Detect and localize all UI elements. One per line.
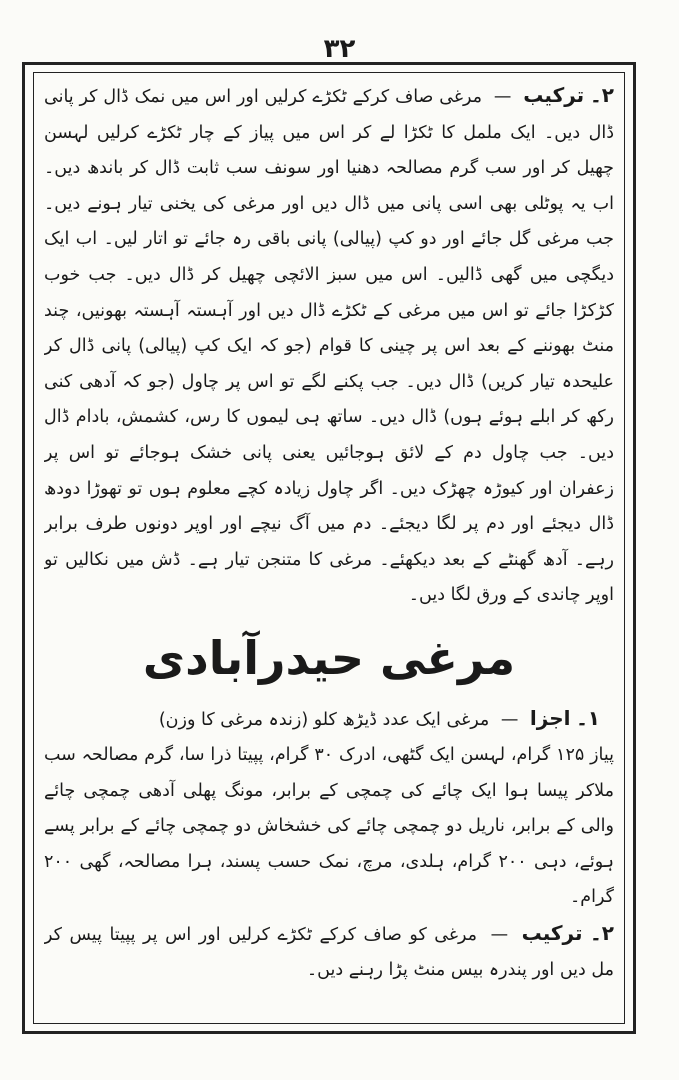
ingredients-label: اجزا xyxy=(529,705,571,730)
dash-separator: — xyxy=(493,87,512,107)
method-step-number: ۲۔ xyxy=(590,920,614,945)
page-content xyxy=(44,78,614,1018)
method-text: مرغی صاف کرکے ٹکڑے کرلیں اور اس میں نمک ڈال کر پانی ڈال دیں۔ ایک ململ کا ٹکڑا لے کر اس میں پیاز کے چار ٹکڑے کرلیں لہسن چھیل کر اور سب گرم مصالحہ دھنیا اور سونف سب ثابت ڈال کر باندھ دیں۔ اب یہ پوٹلی بھی اسی پانی میں ڈال دیں اور مرغی کی یخنی تیار ہونے دیں۔ جب مرغی گل جائے اور دو کپ (پیالی) پانی باقی رہ جائے تو اتار لیں۔ اب ایک دیگچی میں گھی ڈالیں۔ اس میں سبز الائچی چھیل کر ڈال دیں۔ جب خوب کڑکڑا جائے تو اس میں مرغی کے ٹکڑے ڈال دیں اور آہستہ آہستہ بھونیں، چند منٹ بھوننے کے بعد اس پر چینی کا قوام (جو کہ ایک کپ (پیالی) پانی ڈال کر علیحدہ تیار کریں) ڈال دیں۔ جب پکنے لگے تو اس پر چاول (جو کہ آدھی کنی رکھ کر ابلے ہوئے ہوں) ڈال دیں۔ ساتھ ہی لیموں کا رس، کشمش، بادام ڈال دیں۔ جب چاول دم کے لائق ہوجائیں یعنی پانی خشک ہوجائے تو اس پر زعفران اور کیوڑہ چھڑک دیں۔ اگر چاول زیادہ کچے معلوم ہوں تو تھوڑا دودھ ڈال دیجئے اور دم پر لگا دیجئے۔ دم میں آگ نیچے اور اوپر دونوں طرف برابر رہے۔ آدھ گھنٹے کے بعد دیکھئے۔ مرغی کا متنجن تیار ہے۔ ڈش میں نکالیں تو اوپر چاندی کے ورق لگا دیں۔ xyxy=(44,87,614,606)
method-step-label: ترکیب xyxy=(523,83,585,107)
ingredients-header xyxy=(44,700,614,738)
dash-separator: — xyxy=(490,924,509,945)
recipe-title: مرغی حیدرآبادی xyxy=(142,630,516,685)
ingredients-first-item: مرغی ایک عدد ڈیڑھ کلو (زندہ مرغی کا وزن) xyxy=(158,709,490,730)
method-text: مرغی کو صاف کرکے ٹکڑے کرلیں اور اس پر پپیتا پیس کر مل دیں اور پندرہ بیس منٹ پڑا رہنے دیں۔ xyxy=(44,924,614,981)
method-step-label: ترکیب xyxy=(521,920,583,945)
dash-separator: — xyxy=(500,709,519,730)
method-step-number: ۲۔ xyxy=(590,83,614,107)
method-paragraph-2 xyxy=(44,916,614,989)
ingredients-list: پیاز ۱۲۵ گرام، لہسن ایک گٹھی، ادرک ۳۰ گرام، پپیتا ذرا سا، گرم مصالحہ سب ملاکر پیسا ہوا ایک چائے کی چمچی کے برابر، مونگ پھلی آدھی چمچی چائے والی کے برابر، ناریل دو چمچی چائے کی خشخاش دو چمچی چائے کے برابر پسے ہوئے، دہی ۲۰۰ گرام، ہلدی، مرچ، نمک حسب پسند، ہرا مصالحہ، گھی ۲۰۰ گرام۔ xyxy=(44,744,614,908)
page-number: ۳۲ xyxy=(323,34,356,64)
ingredients-number: ۱۔ xyxy=(576,705,600,730)
method-paragraph-1 xyxy=(44,78,614,614)
